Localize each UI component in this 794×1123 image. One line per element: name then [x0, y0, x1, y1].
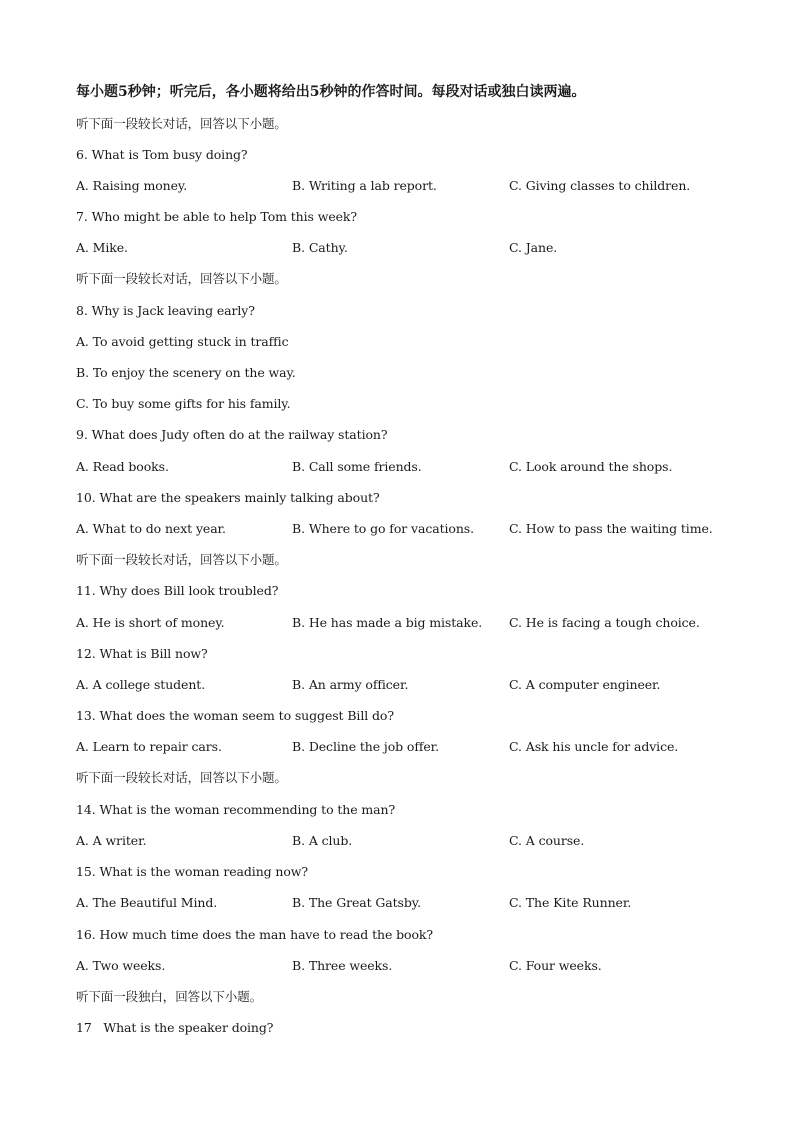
- question-15: 15. What is the woman reading now?: [76, 864, 309, 879]
- section-heading: 听下面一段独白，回答以下小题。: [76, 989, 263, 1004]
- question-8: 8. Why is Jack leaving early?: [76, 303, 255, 318]
- option-11b: B. He has made a big mistake.: [292, 615, 483, 630]
- question-9: 9. What does Judy often do at the railway station?: [76, 427, 388, 442]
- option-8b: B. To enjoy the scenery on the way.: [76, 365, 296, 380]
- option-14b: B. A club.: [292, 833, 353, 848]
- question-12: 12. What is Bill now?: [76, 646, 208, 661]
- option-6a: A. Raising money.: [76, 178, 188, 193]
- option-6c: C. Giving classes to children.: [509, 178, 691, 193]
- option-15b: B. The Great Gatsby.: [292, 895, 421, 910]
- option-8a: A. To avoid getting stuck in traffic: [76, 334, 289, 349]
- question-14: 14. What is the woman recommending to the man?: [76, 802, 396, 817]
- option-12b: B. An army officer.: [292, 677, 409, 692]
- section-heading: 听下面一段较长对话，回答以下小题。: [76, 271, 287, 286]
- option-10c: C. How to pass the waiting time.: [509, 521, 713, 536]
- option-7c: C. Jane.: [509, 240, 558, 255]
- section-heading: 听下面一段较长对话，回答以下小题。: [76, 116, 287, 131]
- option-9c: C. Look around the shops.: [509, 459, 673, 474]
- option-13c: C. Ask his uncle for advice.: [509, 739, 679, 754]
- section-heading: 听下面一段较长对话，回答以下小题。: [76, 770, 287, 785]
- question-7: 7. Who might be able to help Tom this week?: [76, 209, 357, 224]
- option-16c: C. Four weeks.: [509, 958, 602, 973]
- option-12c: C. A computer engineer.: [509, 677, 661, 692]
- option-10a: A. What to do next year.: [76, 521, 226, 536]
- option-11a: A. He is short of money.: [76, 615, 225, 630]
- question-10: 10. What are the speakers mainly talking about?: [76, 490, 380, 505]
- option-15c: C. The Kite Runner.: [509, 895, 632, 910]
- option-11c: C. He is facing a tough choice.: [509, 615, 700, 630]
- option-9a: A. Read books.: [76, 459, 169, 474]
- option-7b: B. Cathy.: [292, 240, 348, 255]
- option-13a: A. Learn to repair cars.: [76, 739, 222, 754]
- option-15a: A. The Beautiful Mind.: [76, 895, 218, 910]
- option-13b: B. Decline the job offer.: [292, 739, 440, 754]
- option-10b: B. Where to go for vacations.: [292, 521, 474, 536]
- question-13: 13. What does the woman seem to suggest Bill do?: [76, 708, 394, 723]
- option-16b: B. Three weeks.: [292, 958, 393, 973]
- question-17: 17 What is the speaker doing?: [76, 1020, 274, 1035]
- option-12a: A. A college student.: [76, 677, 206, 692]
- option-6b: B. Writing a lab report.: [292, 178, 437, 193]
- option-14c: C. A course.: [509, 833, 585, 848]
- option-9b: B. Call some friends.: [292, 459, 422, 474]
- question-6: 6. What is Tom busy doing?: [76, 147, 248, 162]
- option-16a: A. Two weeks.: [76, 958, 166, 973]
- question-11: 11. Why does Bill look troubled?: [76, 583, 279, 598]
- option-7a: A. Mike.: [76, 240, 128, 255]
- option-14a: A. A writer.: [76, 833, 147, 848]
- question-16: 16. How much time does the man have to read the book?: [76, 927, 433, 942]
- instructions-line: 每小题5秒钟；听完后，各小题将给出5秒钟的作答时间。每段对话或独白读两遍。: [76, 84, 586, 100]
- section-heading: 听下面一段较长对话，回答以下小题。: [76, 552, 287, 567]
- option-8c: C. To buy some gifts for his family.: [76, 396, 291, 411]
